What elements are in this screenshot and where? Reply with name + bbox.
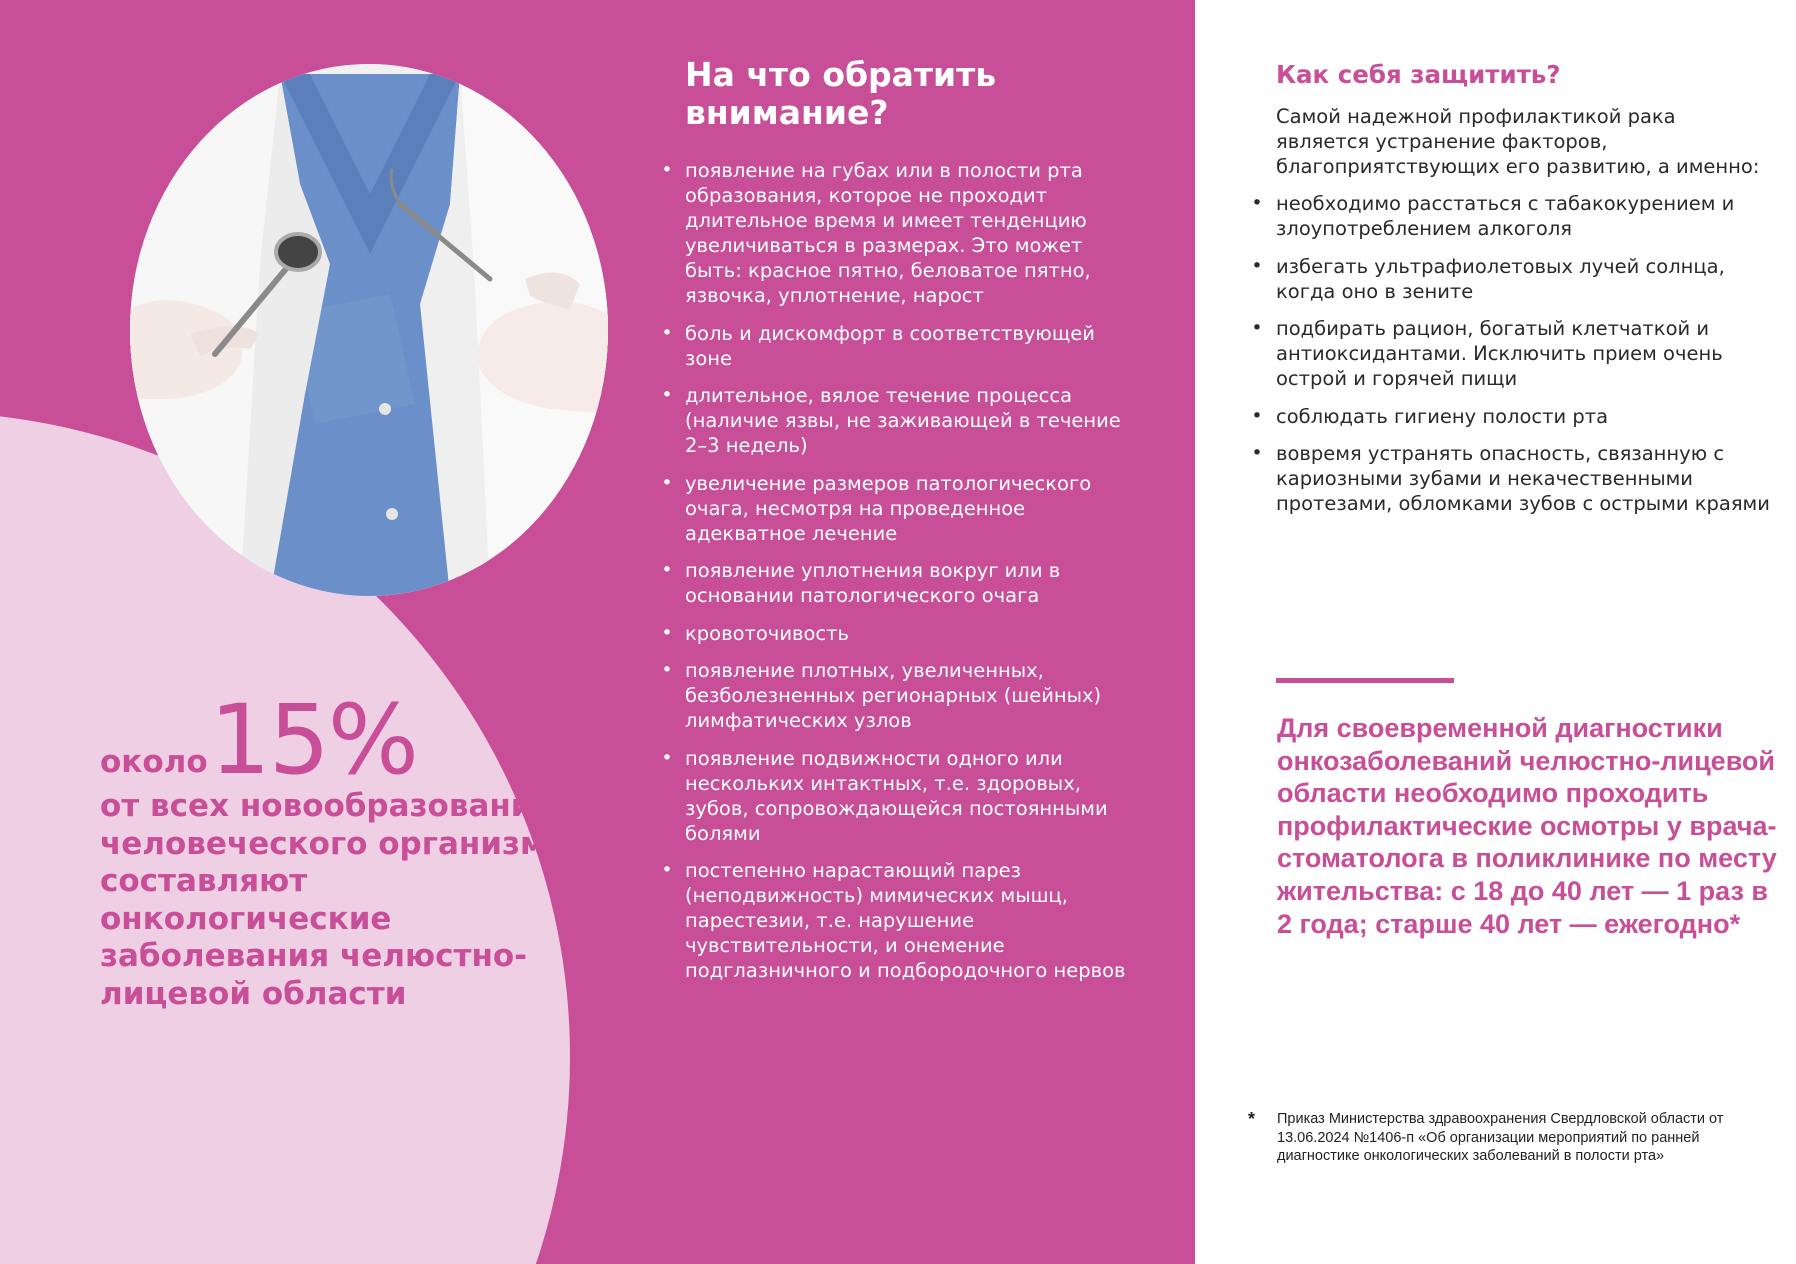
bullet-icon: •	[1251, 442, 1263, 464]
list-item	[1250, 316, 1770, 391]
symptoms-column	[660, 56, 1130, 996]
symptoms-title: На что обратить внимание?	[685, 55, 997, 132]
statistic-percent: 15%	[209, 684, 418, 796]
list-item-text: избегать ультрафиолетовых лучей солнца, когда оно в зените	[1276, 254, 1725, 303]
footnote-text: Приказ Министерства здравоохранения Свердловской области от 13.06.2024 №1406-п «Об организации мероприятий по ранней диагностике онкологических заболеваний в полости рта»	[1277, 1111, 1724, 1164]
section-divider	[1276, 678, 1454, 683]
statistic-description: от всех новообразований человеческого организма составляют онкологические заболевания челюстно-лицевой области	[100, 788, 567, 1012]
screening-callout: Для своевременной диагностики онкозаболеваний челюстно-лицевой области необходимо проходить профилактические осмотры у врача-стоматолога в поликлинике по месту жительства: с 18 до 40 лет — 1 раз в 2 года; старше 40 лет — ежегодно*	[1277, 713, 1777, 939]
bullet-icon: •	[661, 659, 673, 681]
list-item-text: увеличение размеров патологического очага, несмотря на проведенное адекватное лечение	[685, 471, 1092, 545]
list-item	[660, 321, 1130, 371]
list-item	[660, 471, 1130, 546]
bullet-icon: •	[661, 746, 673, 769]
list-item	[660, 858, 1130, 983]
list-item-text: подбирать рацион, богатый клетчаткой и антиоксидантами. Исключить прием очень острой и горячей пищи	[1276, 317, 1723, 390]
bullet-icon: •	[661, 559, 673, 581]
prevention-intro: Самой надежной профилактикой рака является устранение факторов, благоприятствующих его развитию, а именно:	[1276, 105, 1760, 178]
list-item-text: вовремя устранять опасность, связанную с кариозными зубами и некачественными протезами, обломками зубов с острыми краями	[1276, 442, 1770, 515]
footnote-asterisk: *	[1248, 1109, 1256, 1129]
list-item	[660, 746, 1130, 846]
list-item-text: боль и дискомфорт в соответствующей зоне	[685, 321, 1095, 370]
list-item	[660, 621, 1130, 646]
list-item-text: появление уплотнения вокруг или в основании патологического очага	[685, 559, 1061, 607]
list-item	[660, 658, 1130, 733]
list-item-text: необходимо расстаться с табакокурением и злоупотреблением алкоголя	[1276, 192, 1735, 240]
bullet-icon: •	[1251, 404, 1263, 427]
bullet-icon: •	[1251, 254, 1263, 277]
list-item	[1250, 441, 1770, 516]
list-item-text: кровоточивость	[685, 621, 849, 645]
list-item-text: появление плотных, увеличенных, безболезненных регионарных (шейных) лимфатических узлов	[685, 659, 1102, 732]
dentist-photo	[130, 64, 608, 596]
list-item	[1250, 191, 1770, 241]
list-item-text: появление подвижности одного или нескольких интактных, т.е. здоровых, зубов, сопровождающейся постоянными болями	[685, 746, 1108, 845]
statistic-prefix: около	[100, 744, 208, 780]
bullet-icon: •	[1251, 317, 1263, 339]
list-item-text: длительное, вялое течение процесса (наличие язвы, не заживающей в течение 2–3 недель)	[685, 384, 1121, 457]
prevention-column	[1250, 60, 1770, 529]
prevention-title: Как себя защитить?	[1276, 60, 1561, 89]
list-item	[660, 558, 1130, 608]
symptoms-list	[660, 158, 1130, 983]
list-item-text: соблюдать гигиену полости рта	[1276, 404, 1609, 428]
bullet-icon: •	[661, 621, 673, 644]
bullet-icon: •	[661, 471, 673, 494]
list-item-text: постепенно нарастающий парез (неподвижность) мимических мышц, парестезии, т.е. нарушение чувствительности, и онемение подглазничного и подбородочного нервов	[685, 859, 1126, 982]
footnote	[1248, 1110, 1728, 1166]
bullet-icon: •	[1251, 192, 1263, 214]
list-item	[1250, 254, 1770, 304]
list-item	[660, 383, 1130, 458]
list-item	[1250, 404, 1770, 429]
statistic-block	[100, 684, 570, 1013]
dentist-with-mirror-and-probe-photo	[130, 64, 608, 596]
list-item-text: появление на губах или в полости рта образования, которое не проходит длительное время и имеет тенденцию увеличиваться в размерах. Это может быть: красное пятно, беловатое пятно, язвочка, уплотнение, нарост	[685, 159, 1091, 307]
prevention-list	[1250, 191, 1770, 516]
list-item	[660, 158, 1130, 308]
bullet-icon: •	[661, 159, 673, 181]
statistic-headline	[100, 684, 570, 796]
bullet-icon: •	[661, 321, 673, 344]
bullet-icon: •	[661, 384, 673, 406]
bullet-icon: •	[661, 859, 673, 881]
